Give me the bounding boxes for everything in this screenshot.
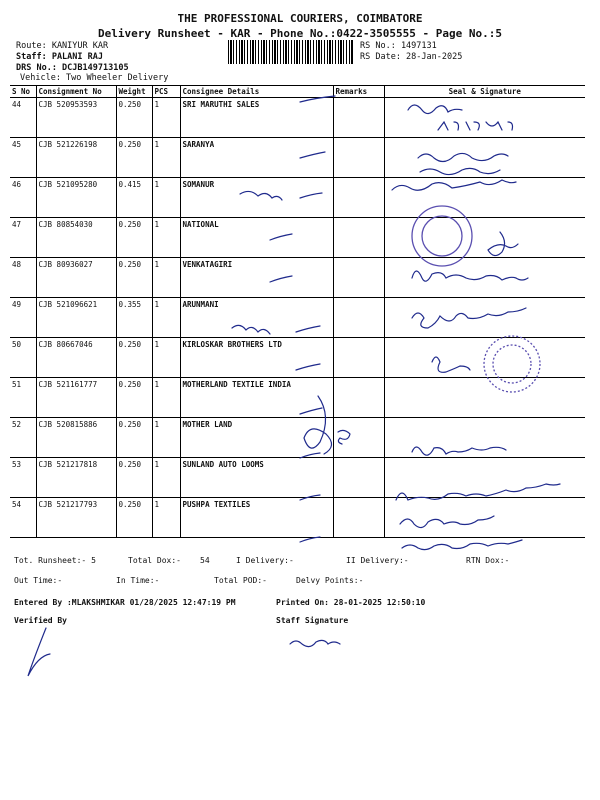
row-sno: 45 bbox=[10, 138, 36, 178]
col-header-sno: S No bbox=[10, 86, 36, 98]
row-weight: 0.250 bbox=[116, 218, 152, 258]
total-runsheet: Tot. Runsheet:- 5 bbox=[14, 556, 96, 565]
col-header-remarks: Remarks bbox=[333, 86, 384, 98]
col-header-consignee: Consignee Details bbox=[180, 86, 333, 98]
row-consignee: SRI MARUTHI SALES bbox=[180, 98, 333, 138]
document-title: THE PROFESSIONAL COURIERS, COIMBATORE bbox=[177, 12, 423, 25]
row-pcs: 1 bbox=[152, 458, 180, 498]
row-weight: 0.250 bbox=[116, 258, 152, 298]
row-consignment-no: CJB 521095280 bbox=[36, 178, 116, 218]
row-consignment-no: CJB 521217818 bbox=[36, 458, 116, 498]
row-pcs: 1 bbox=[152, 338, 180, 378]
verified-by-label: Verified By bbox=[14, 616, 67, 625]
tick-mark bbox=[300, 96, 335, 102]
row-weight: 0.250 bbox=[116, 338, 152, 378]
row-weight: 0.250 bbox=[116, 458, 152, 498]
row-weight: 0.250 bbox=[116, 138, 152, 178]
total-dox-value: 54 bbox=[200, 556, 210, 565]
total-dox-label: Total Dox:- bbox=[128, 556, 181, 565]
col-header-consignment: Consignment No bbox=[36, 86, 116, 98]
seal-stamp bbox=[412, 206, 472, 266]
row-weight: 0.250 bbox=[116, 418, 152, 458]
printed-on: Printed On: 28-01-2025 12:50:10 bbox=[276, 598, 426, 607]
row-consignee: MOTHER LAND bbox=[180, 418, 333, 458]
row-sno: 52 bbox=[10, 418, 36, 458]
drs-label: DRS No.: DCJB149713105 bbox=[16, 63, 129, 73]
row-pcs: 1 bbox=[152, 258, 180, 298]
in-time-label: In Time:- bbox=[116, 576, 160, 585]
row-weight: 0.250 bbox=[116, 498, 152, 538]
row-consignee: SOMANUR bbox=[180, 178, 333, 218]
rtn-dox-label: RTN Dox:- bbox=[466, 556, 510, 565]
delivery-points-label: Delvy Points:- bbox=[296, 576, 364, 585]
row-consignee: PUSHPA TEXTILES bbox=[180, 498, 333, 538]
row-consignee: SUNLAND AUTO LOOMS bbox=[180, 458, 333, 498]
row-consignment-no: CJB 521161777 bbox=[36, 378, 116, 418]
row-consignment-no: CJB 521217793 bbox=[36, 498, 116, 538]
row-weight: 0.250 bbox=[116, 378, 152, 418]
row-sno: 46 bbox=[10, 178, 36, 218]
row-consignee: VENKATAGIRI bbox=[180, 258, 333, 298]
vehicle-label: Vehicle: Two Wheeler Delivery bbox=[20, 73, 169, 83]
row-consignee: SARANYA bbox=[180, 138, 333, 178]
row-consignment-no: CJB 521226198 bbox=[36, 138, 116, 178]
row-sno: 44 bbox=[10, 98, 36, 138]
row-weight: 0.355 bbox=[116, 298, 152, 338]
row-pcs: 1 bbox=[152, 138, 180, 178]
row-weight: 0.250 bbox=[116, 98, 152, 138]
row-consignment-no: CJB 80667046 bbox=[36, 338, 116, 378]
row-consignment-no: CJB 520953593 bbox=[36, 98, 116, 138]
row-pcs: 1 bbox=[152, 378, 180, 418]
row-sno: 51 bbox=[10, 378, 36, 418]
row-consignee: ARUNMANI bbox=[180, 298, 333, 338]
col-header-seal: Seal & Signature bbox=[384, 86, 585, 98]
entered-by: Entered By :MLAKSHMIKAR 01/28/2025 12:47:19 PM bbox=[14, 598, 236, 607]
document-subtitle: Delivery Runsheet - KAR - Phone No.:0422-3505555 - Page No.:5 bbox=[98, 27, 502, 40]
row-pcs: 1 bbox=[152, 178, 180, 218]
row-consignee: KIRLOSKAR BROTHERS LTD bbox=[180, 338, 333, 378]
row-sno: 54 bbox=[10, 498, 36, 538]
row-sno: 49 bbox=[10, 298, 36, 338]
i-delivery-label: I Delivery:- bbox=[236, 556, 294, 565]
row-sno: 50 bbox=[10, 338, 36, 378]
row-consignee: MOTHERLAND TEXTILE INDIA bbox=[180, 378, 333, 418]
rs-no-label: RS No.: 1497131 bbox=[360, 41, 437, 51]
row-weight: 0.415 bbox=[116, 178, 152, 218]
row-pcs: 1 bbox=[152, 98, 180, 138]
row-consignment-no: CJB 80854030 bbox=[36, 218, 116, 258]
row-consignment-no: CJB 521096621 bbox=[36, 298, 116, 338]
row-sno: 53 bbox=[10, 458, 36, 498]
row-consignee: NATIONAL bbox=[180, 218, 333, 258]
row-sno: 48 bbox=[10, 258, 36, 298]
row-pcs: 1 bbox=[152, 418, 180, 458]
rs-date-label: RS Date: 28-Jan-2025 bbox=[360, 52, 463, 62]
col-header-pcs: PCS bbox=[152, 86, 180, 98]
out-time-label: Out Time:- bbox=[14, 576, 63, 585]
total-pod-label: Total POD:- bbox=[214, 576, 267, 585]
row-pcs: 1 bbox=[152, 218, 180, 258]
ii-delivery-label: II Delivery:- bbox=[346, 556, 409, 565]
col-header-weight: Weight bbox=[116, 86, 152, 98]
row-pcs: 1 bbox=[152, 298, 180, 338]
staff-signature-label: Staff Signature bbox=[276, 616, 349, 625]
row-consignment-no: CJB 80936027 bbox=[36, 258, 116, 298]
row-pcs: 1 bbox=[152, 498, 180, 538]
route-label: Route: KANIYUR KAR bbox=[16, 41, 109, 51]
row-consignment-no: CJB 520815886 bbox=[36, 418, 116, 458]
staff-label: Staff: PALANI RAJ bbox=[16, 52, 103, 62]
row-sno: 47 bbox=[10, 218, 36, 258]
